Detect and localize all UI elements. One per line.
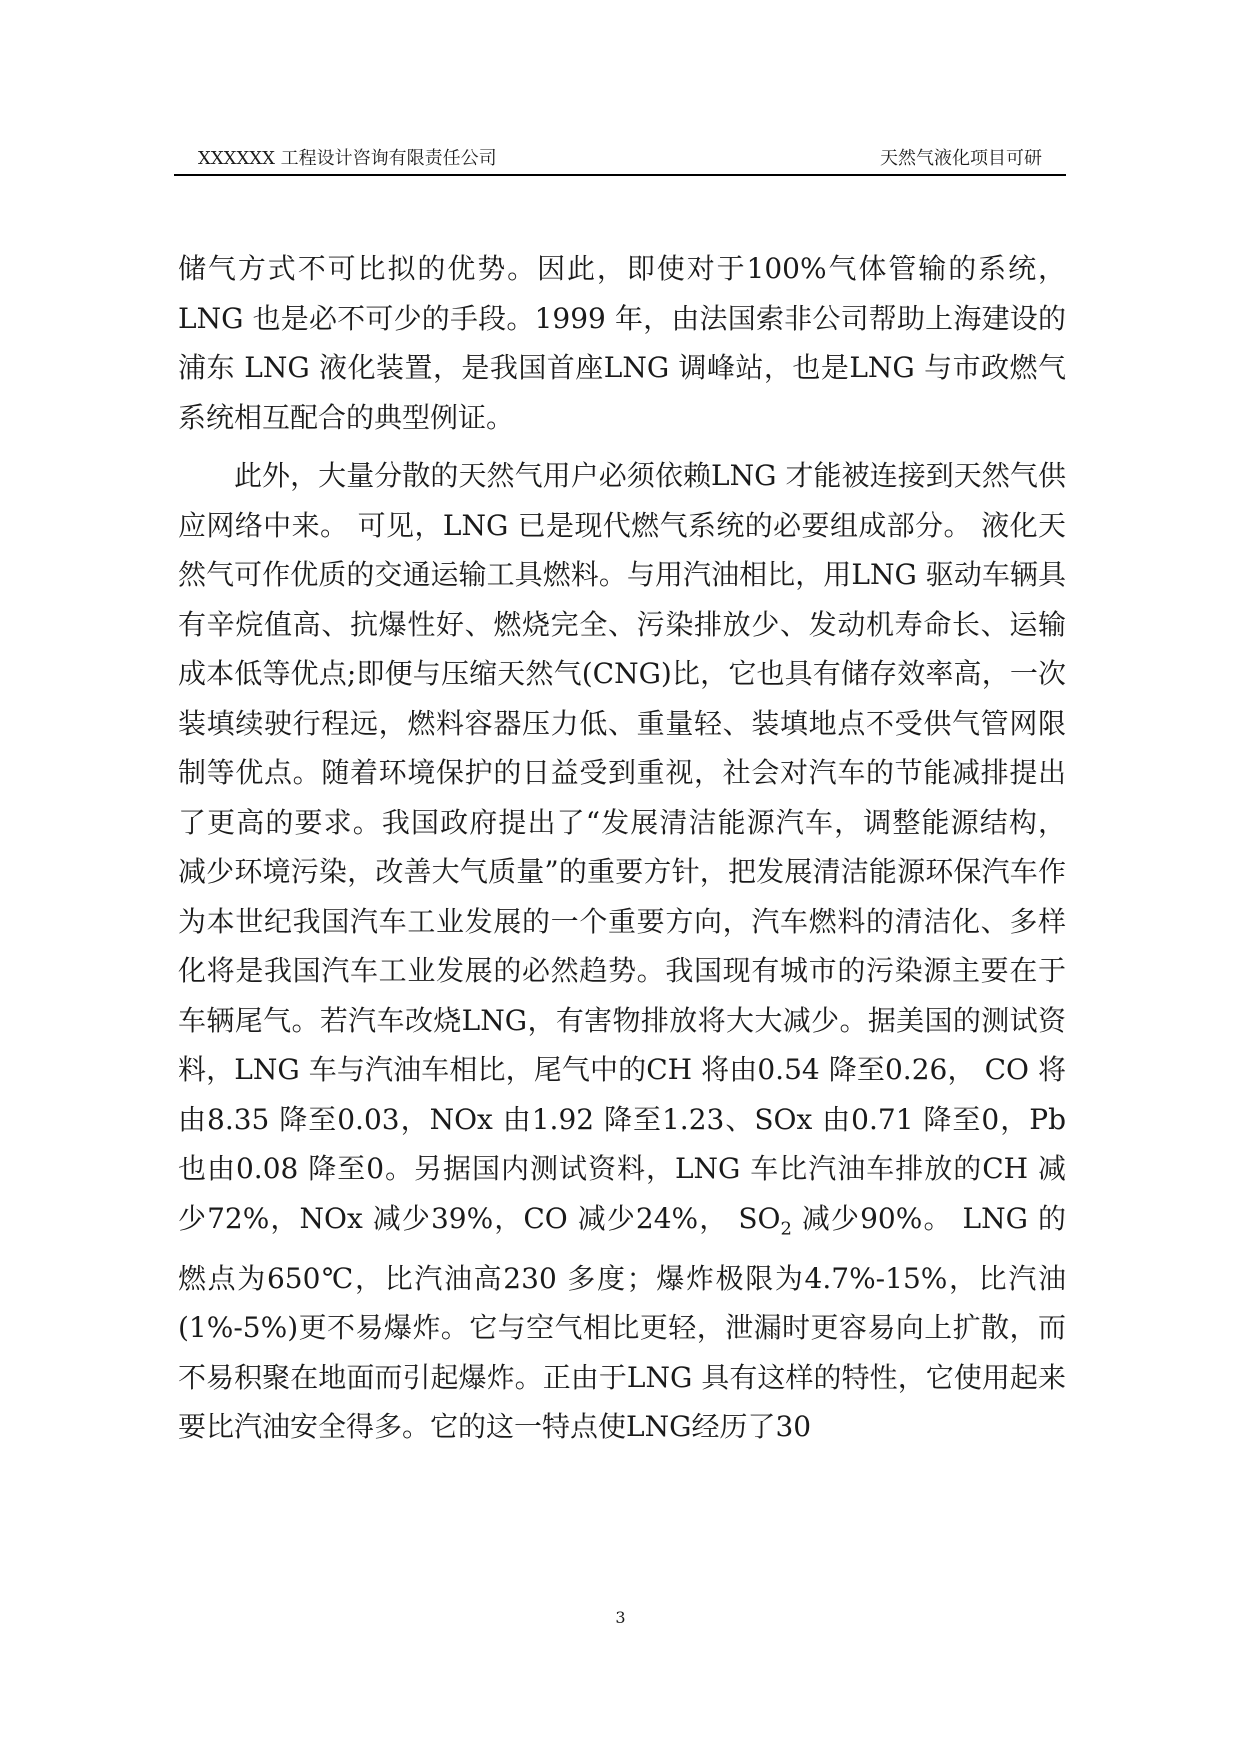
page-number: 3 — [615, 1608, 626, 1627]
so2-subscript: 2 — [780, 1218, 792, 1240]
paragraph-2-text-end: 减少90%。 LNG 的燃点为650℃，比汽油高230 多度；爆炸极限为4.7%-15%，比汽油(1%-5%)更不易爆炸。它与空气相比更轻，泄漏时更容易向上扩散，而不易积聚在地面而引起爆炸。正由于LNG 具有这样的特性，它使用起来要比汽油安全得多。它的这一特点使LNG经历了30 — [178, 1201, 1066, 1444]
body-paragraph-2 — [178, 451, 1066, 1452]
header-company-name: XXXXXX 工程设计咨询有限责任公司 — [198, 148, 497, 169]
paragraph-2-text-start: 此外，大量分散的天然气用户必须依赖LNG 才能被连接到天然气供应网络中来。 可见，LNG 已是现代燃气系统的必要组成部分。 液化天然气可作优质的交通运输工具燃料。与用汽油相比，用LNG 驱动车辆具有辛烷值高、抗爆性好、燃烧完全、污染排放少、发动机寿命长、运输成本低等优点;即便与压缩天然气(CNG)比，它也具有储存效率高，一次装填续驶行程远，燃料容器压力低、重量轻、装填地点不受供气管网限制等优点。随着环境保护的日益受到重视，社会对汽车的节能减排提出了更高的要求。我国政府提出了“发展清洁能源汽车，调整能源结构， 减少环境污染，改善大气质量”的重要方针，把发展清洁能源环保汽车作为本世纪我国汽车工业发展的一个重要方向，汽车燃料的清洁化、多样化将是我国汽车工业发展的必然趋势。我国现有城市的污染源主要在于车辆尾气。若汽车改烧LNG，有害物排放将大大减少。据美国的测试资料，LNG 车与汽油车相比，尾气中的CH 将由0.54 降至0.26， CO 将由8.35 降至0.03，NOx 由1.92 降至1.23、SOx 由0.71 降至0，Pb 也由0.08 降至0。另据国内测试资料，LNG 车比汽油车排放的CH 减少72%，NOx 减少39%，CO 减少24%， SO — [178, 459, 1066, 1235]
page-header — [174, 146, 1066, 176]
body-paragraph-1: 储气方式不可比拟的优势。因此，即使对于100%气体管输的系统，LNG 也是必不可少的手段。1999 年，由法国索非公司帮助上海建设的浦东 LNG 液化装置，是我国首座LNG 调峰站，也是LNG 与市政燃气系统相互配合的典型例证。 — [178, 252, 1066, 434]
header-project-title: 天然气液化项目可研 — [880, 148, 1042, 169]
document-body — [178, 244, 1066, 1452]
